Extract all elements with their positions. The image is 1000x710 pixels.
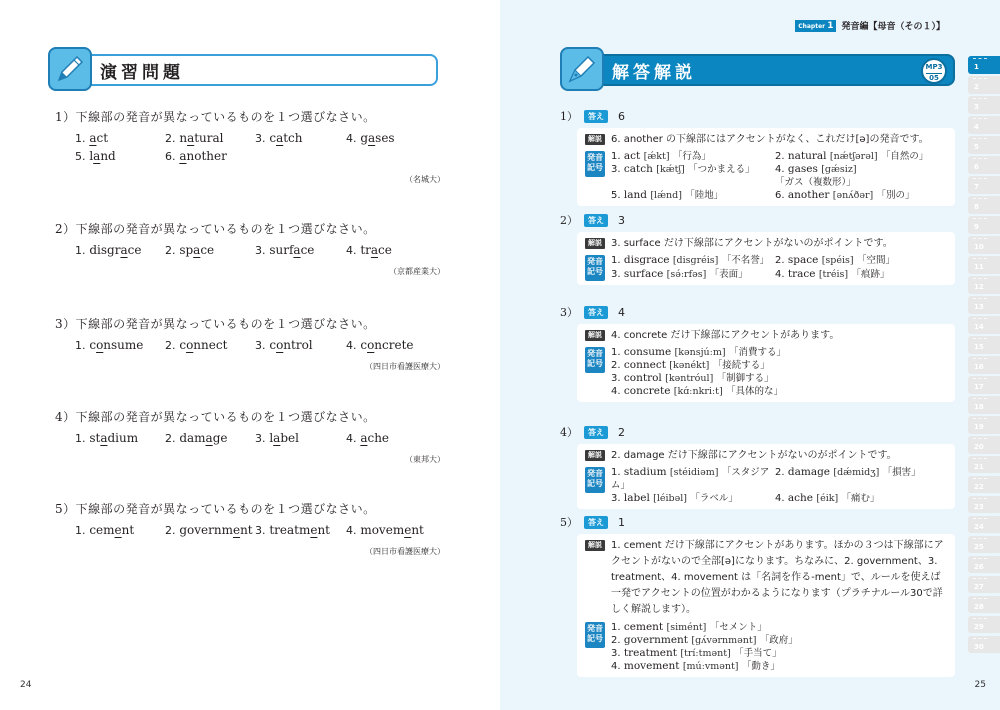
pronunciation-item: 4. gases [gǽsiz] 「ガス（複数形）」 [775,163,857,188]
chapter-tab-25[interactable]: 25 [968,536,1000,554]
choice-option[interactable]: 1. stadium [75,431,139,445]
exercise-title: 演習問題 [100,62,184,83]
pronunciation-item: 2. natural [nǽtʃərəl] 「自然の」 [775,150,929,162]
pronunciation-item: 1. stadium [stéidiəm] 「スタジアム」 [611,466,770,491]
pronunciation-badge: 発音 記号 [585,151,605,177]
mp3-track-icon[interactable]: MP3 05 [921,58,947,84]
choice-option[interactable]: 2. space [165,243,215,257]
chapter-tab-22[interactable]: 22 [968,476,1000,494]
choice-option[interactable]: 5. land [75,149,116,163]
answer-heading: 4） 答え 2 [560,425,625,439]
choice-option[interactable]: 2. natural [165,131,224,145]
explanation-text: 6. another の下線部にはアクセントがなく、これだけ[ə]の発音です。 [611,134,929,145]
question-5 [55,500,445,556]
chapter-tab-14[interactable]: 14 [968,316,1000,334]
explanation-box [577,444,955,509]
choice-option[interactable]: 4. ache [346,431,390,445]
chapter-tab-21[interactable]: 21 [968,456,1000,474]
choice-option[interactable]: 2. damage [165,431,228,445]
page-number-right: 25 [974,680,986,690]
right-page [500,0,1000,710]
answer-heading: 5） 答え 1 [560,515,625,529]
source-label: （名城大） [405,175,445,184]
pronunciation-item: 3. treatment [tríːtmənt] 「手当て」 [611,647,782,659]
pronunciation-badge: 発音 記号 [585,347,605,373]
explanation-text: 2. damage だけ下線部にアクセントがないのがポイントです。 [611,450,897,461]
answer-value: 1 [618,515,625,529]
choice-list [75,431,445,445]
pronunciation-badge: 発音 記号 [585,467,605,493]
pronunciation-item: 3. control [kəntróul] 「制御する」 [611,372,774,384]
choice-option[interactable]: 4. movement [346,523,424,537]
fountain-pen-icon [560,47,604,91]
explanation-badge: 解説 [585,238,605,249]
chapter-tab-28[interactable]: 28 [968,596,1000,614]
answer-3 [560,304,955,402]
choice-option[interactable]: 1. cement [75,523,135,537]
choice-option[interactable]: 3. treatment [255,523,331,537]
choice-option[interactable]: 4. gases [346,131,395,145]
source-label: （京都産業大） [389,267,445,276]
choice-option[interactable]: 2. connect [165,338,228,352]
answer-title: 解答解説 [612,62,696,83]
chapter-tab-5[interactable]: 5 [968,136,1000,154]
chapter-tab-8[interactable]: 8 [968,196,1000,214]
pronunciation-list [611,150,939,202]
pronunciation-list [611,466,939,505]
source-label: （四日市看護医療大） [365,362,445,371]
explanation-badge: 解説 [585,134,605,145]
choice-option[interactable]: 1. act [75,131,109,145]
chapter-tab-12[interactable]: 12 [968,276,1000,294]
page-number-left: 24 [20,680,32,690]
chapter-tab-29[interactable]: 29 [968,616,1000,634]
question-prompt: 5）下線部の発音が異なっているものを１つ選びなさい。 [55,502,376,516]
pencil-icon [48,47,92,91]
chapter-tab-7[interactable]: 7 [968,176,1000,194]
pronunciation-item: 3. label [léibəl] 「ラベル」 [611,492,738,504]
choice-option[interactable]: 4. concrete [346,338,414,352]
chapter-tab-3[interactable]: 3 [968,96,1000,114]
pronunciation-item: 1. disgrace [disgréis] 「不名誉」 [611,254,770,266]
answer-badge: 答え [584,110,608,123]
source-label: （東邦大） [405,455,445,464]
pronunciation-badge: 発音 記号 [585,255,605,281]
answer-badge: 答え [584,306,608,319]
choice-list [75,523,445,537]
pronunciation-item: 1. act [ǽkt] 「行為」 [611,150,711,162]
answer-badge: 答え [584,516,608,529]
explanation-box [577,128,955,206]
question-prompt: 3）下線部の発音が異なっているものを１つ選びなさい。 [55,317,376,331]
chapter-tab-23[interactable]: 23 [968,496,1000,514]
explanation-box [577,534,955,677]
pronunciation-item: 5. land [lǽnd] 「陸地」 [611,189,724,201]
answer-heading: 2） 答え 3 [560,213,625,227]
pronunciation-item: 3. surface [sə́ːrfəs] 「表面」 [611,267,748,280]
pronunciation-item: 2. damage [dǽmidʒ] 「損害」 [775,466,921,478]
choice-list [75,338,445,352]
answer-2 [560,212,955,285]
choice-option[interactable]: 3. surface [255,243,315,257]
explanation-text: 3. surface だけ下線部にアクセントがないのがポイントです。 [611,238,893,249]
answer-value: 4 [618,305,625,319]
chapter-tab-6[interactable]: 6 [968,156,1000,174]
chapter-tab-16[interactable]: 16 [968,356,1000,374]
answer-4 [560,424,955,509]
choice-option[interactable]: 3. catch [255,131,303,145]
question-4 [55,408,445,464]
chapter-tab-18[interactable]: 18 [968,396,1000,414]
answer-5 [560,514,955,677]
question-prompt: 4）下線部の発音が異なっているものを１つ選びなさい。 [55,410,376,424]
pronunciation-item: 4. concrete [kɑ́ːnkriːt] 「具体的な」 [611,385,784,397]
pronunciation-item: 6. another [ənʌ́ðər] 「別の」 [775,189,915,201]
pronunciation-list [611,254,939,281]
choice-option[interactable]: 3. label [255,431,299,445]
chapter-tab-10[interactable]: 10 [968,236,1000,254]
answer-1 [560,108,955,206]
pronunciation-item: 1. consume [kənsjúːm] 「消費する」 [611,346,786,358]
choice-option[interactable]: 1. consume [75,338,144,352]
question-prompt: 1）下線部の発音が異なっているものを１つ選びなさい。 [55,110,376,124]
pronunciation-badge: 発音 記号 [585,622,605,648]
answer-value: 3 [618,213,625,227]
pronunciation-item: 4. ache [éik] 「痛む」 [775,492,880,504]
explanation-box [577,232,955,285]
pronunciation-list [611,621,798,673]
pronunciation-item: 2. space [spéis] 「空間」 [775,254,895,266]
pronunciation-list [611,346,786,398]
choice-option[interactable]: 3. control [255,338,313,352]
choice-list [75,131,445,163]
choice-option[interactable]: 6. another [165,149,227,163]
question-3 [55,315,445,371]
pronunciation-item: 4. movement [múːvmənt] 「動き」 [611,660,780,672]
chapter-tab-20[interactable]: 20 [968,436,1000,454]
answer-header [560,54,955,86]
answer-heading: 3） 答え 4 [560,305,625,319]
explanation-badge: 解説 [585,330,605,341]
explanation-text: 1. cement だけ下線部にアクセントがあります。ほかの３つは下線部にアクセントがないので全部[ə]になります。ちなみに、2. government、3. treatment、4. movement は「名詞を作る-ment」で、ルールを使えば一発でアクセントの位置がわかるようになります（プラチナルール30で詳しく解説します）。 [611,540,944,615]
pronunciation-item: 4. trace [tréis] 「痕跡」 [775,267,890,280]
answer-value: 6 [618,109,625,123]
chapter-tab-26[interactable]: 26 [968,556,1000,574]
pronunciation-item: 1. cement [simént] 「セメント」 [611,621,767,633]
chapter-tab-1[interactable]: 1 [968,56,1000,74]
chapter-tab-24[interactable]: 24 [968,516,1000,534]
pronunciation-item: 3. catch [kǽtʃ] 「つかまえる」 [611,163,755,175]
chapter-tab-17[interactable]: 17 [968,376,1000,394]
chapter-badge: Chapter 1 [795,20,836,32]
choice-option[interactable]: 2. government [165,523,253,537]
pronunciation-item: 2. government [gʌ́vərnmənt] 「政府」 [611,634,798,646]
question-1 [55,108,445,184]
question-2 [55,220,445,276]
running-title: 発音編【母音（その１）】 [841,22,945,32]
answer-badge: 答え [584,426,608,439]
answer-badge: 答え [584,214,608,227]
explanation-badge: 解説 [585,450,605,461]
pronunciation-item: 2. connect [kənékt] 「接続する」 [611,359,770,371]
chapter-tab-27[interactable]: 27 [968,576,1000,594]
chapter-tab-30[interactable]: 30 [968,636,1000,654]
choice-list [75,243,445,257]
chapter-tab-13[interactable]: 13 [968,296,1000,314]
chapter-tab-9[interactable]: 9 [968,216,1000,234]
source-label: （四日市看護医療大） [365,547,445,556]
question-prompt: 2）下線部の発音が異なっているものを１つ選びなさい。 [55,222,376,236]
explanation-badge: 解説 [585,540,605,551]
chapter-tab-19[interactable]: 19 [968,416,1000,434]
explanation-box [577,324,955,402]
choice-option[interactable]: 1. disgrace [75,243,142,257]
answer-value: 2 [618,425,625,439]
exercise-header [48,54,438,86]
explanation-text: 4. concrete だけ下線部にアクセントがあります。 [611,330,840,341]
chapter-tab-11[interactable]: 11 [968,256,1000,274]
chapter-tab-2[interactable]: 2 [968,76,1000,94]
choice-option[interactable]: 4. trace [346,243,392,257]
chapter-tab-15[interactable]: 15 [968,336,1000,354]
chapter-tab-4[interactable]: 4 [968,116,1000,134]
chapter-side-tabs [968,56,1000,656]
answer-heading: 1） 答え 6 [560,109,625,123]
running-head [795,19,945,32]
